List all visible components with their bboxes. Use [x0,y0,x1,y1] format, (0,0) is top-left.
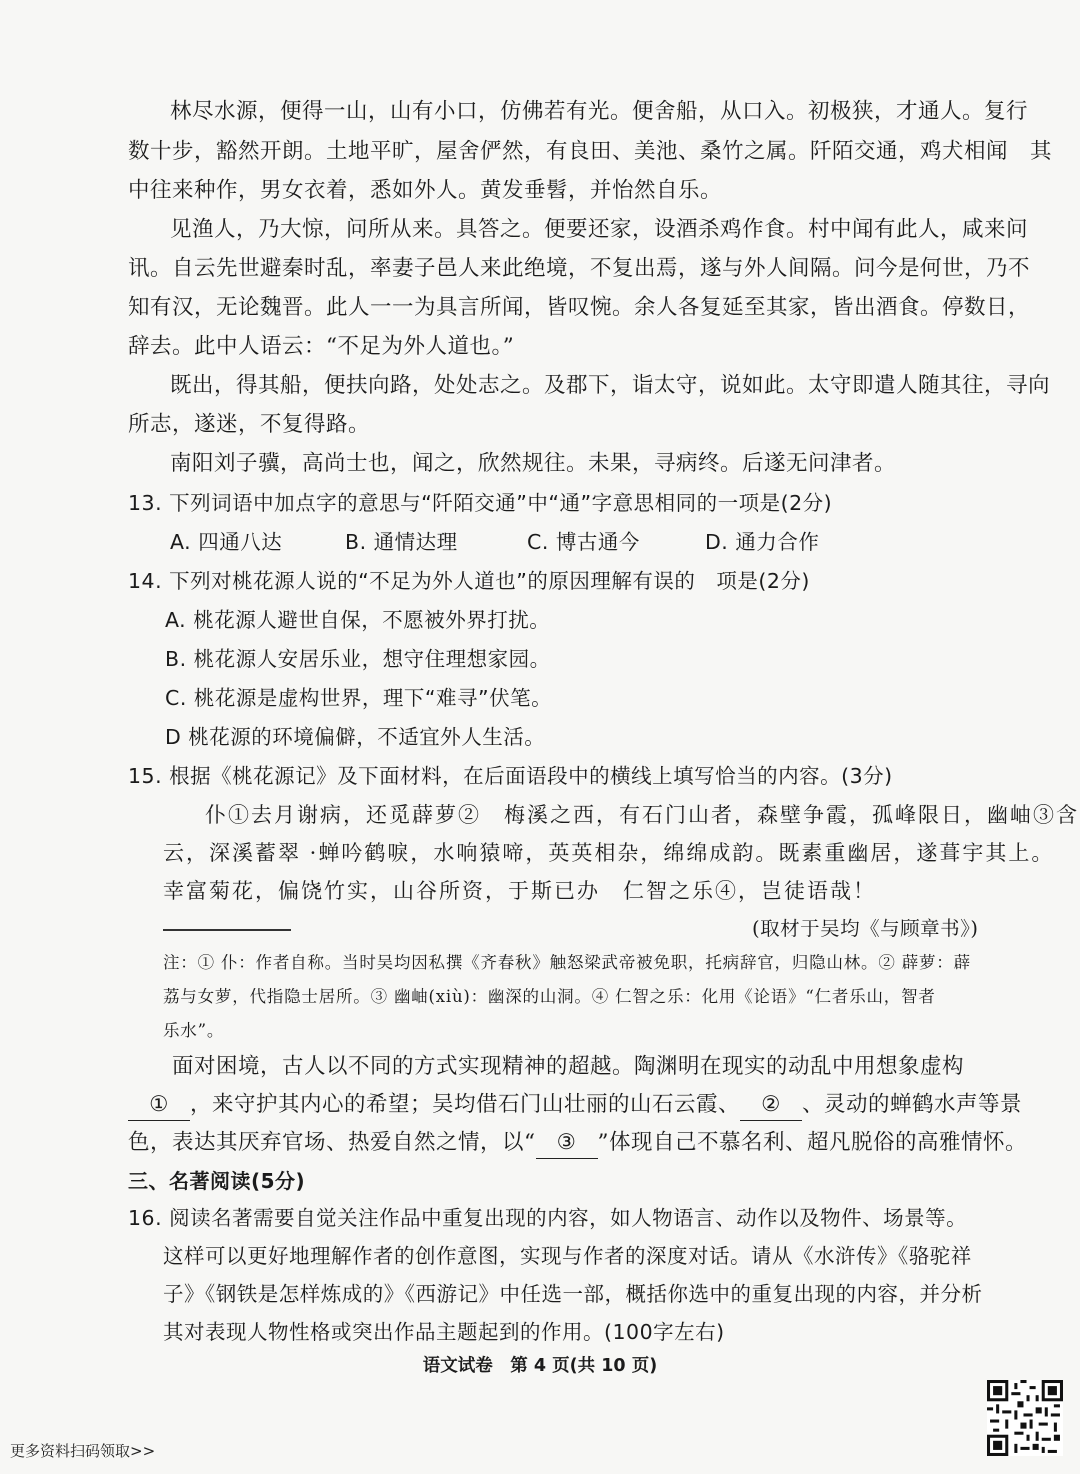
q15-note-line: 注：① 仆：作者自称。当时吴均因私撰《齐春秋》触怒梁武帝被免职，托病辞官，归隐山林。② 薜萝：薜 [163,953,971,972]
q13-option-d: D. 通力合作 [705,530,820,554]
footnote-divider [163,929,291,931]
q14-option-d: D 桃花源的环境偏僻，不适宜外人生活。 [165,725,546,749]
q15-note-line: 乐水”。 [163,1021,225,1040]
q15-material-line: 仆①去月谢病，还觅薜萝② 梅溪之西，有石门山者，森壁争霞，孤峰限日，幽岫③含 [205,803,1079,827]
passage-line: 数十步，豁然开朗。土地平旷，屋舍俨然，有良田、美池、桑竹之属。阡陌交通，鸡犬相闻 其 [128,139,1053,164]
q15-source: (取材于吴均《与顾章书》) [752,917,979,940]
answer-blank-1[interactable]: ① [128,1090,190,1121]
q16-line: 这样可以更好地理解作者的创作意图，实现与作者的深度对话。请从《水浒传》《骆驼祥 [163,1244,972,1268]
q13-stem: 13. 下列词语中加点字的意思与“阡陌交通”中“通”字意思相同的一项是(2分) [128,491,833,515]
passage-line: 知有汉，无论魏晋。此人一一为具言所闻，皆叹惋。余人各复延至其家，皆出酒食。停数日， [128,295,1031,320]
q15-paragraph-line: 面对困境，古人以不同的方式实现精神的超越。陶渊明在现实的动乱中用想象虚构 [172,1054,965,1079]
q15-paragraph-text: ，来守护其内心的希望；吴均借石门山壮丽的山石云霞、 [190,1092,741,1117]
q15-note-line: 荔与女萝，代指隐士居所。③ 幽岫(xiù)：幽深的山洞。④ 仁智之乐：化用《论语》“仁者乐山，智者 [163,987,936,1006]
passage-line: 既出，得其船，便扶向路，处处志之。及郡下，诣太守，说如此。太守即遣人随其往，寻向 [170,373,1051,398]
q15-paragraph-line [128,1128,1027,1159]
q15-paragraph-text: 色，表达其厌弃官场、热爱自然之情，以“ [128,1130,536,1155]
answer-blank-2[interactable]: ② [740,1090,802,1121]
q13-option-a: A. 四通八达 [170,530,283,554]
q14-option-a: A. 桃花源人避世自保，不愿被外界打扰。 [165,608,551,632]
more-resources-link[interactable]: 更多资料扫码领取>> [10,1442,156,1460]
q16-line: 子》《钢铁是怎样炼成的》《西游记》中任选一部，概括你选中的重复出现的内容，并分析 [163,1282,983,1306]
qr-code-icon[interactable] [987,1380,1063,1456]
q15-paragraph-text: ”体现自己不慕名利、超凡脱俗的高雅情怀。 [597,1130,1027,1155]
q14-option-c: C. 桃花源是虚构世界，理下“难寻”伏笔。 [165,686,553,710]
q15-material-line: 云，深溪蓄翠 ·蝉吟鹤唳，水响猿啼，英英相杂，绵绵成韵。既素重幽居，遂葺宇其上。 [163,841,1055,865]
q15-paragraph-line [128,1090,1022,1121]
q15-paragraph-text: 、灵动的蝉鹤水声等景 [802,1092,1023,1117]
passage-line: 南阳刘子骥，高尚士也，闻之，欣然规往。未果，寻病终。后遂无问津者。 [170,451,897,476]
passage-line: 中往来种作，男女衣着，悉如外人。黄发垂髫，并怡然自乐。 [128,178,723,203]
q13-option-c: C. 博古通今 [527,530,640,554]
passage-line: 辞去。此中人语云：“不足为外人道也。” [128,334,515,359]
answer-blank-3[interactable]: ③ [536,1128,598,1159]
passage-line: 所志，遂迷，不复得路。 [128,412,371,437]
page-footer: 语文试卷 第 4 页(共 10 页) [422,1356,658,1376]
q16-line: 其对表现人物性格或突出作品主题起到的作用。(100字左右) [163,1320,725,1344]
q14-stem: 14. 下列对桃花源人说的“不足为外人道也”的原因理解有误的 项是(2分) [128,569,810,593]
passage-line: 林尽水源，便得一山，山有小口，仿佛若有光。便舍船，从口入。初极狭，才通人。复行 [170,99,1029,124]
q13-option-b: B. 通情达理 [345,530,458,554]
passage-line: 讯。自云先世避秦时乱，率妻子邑人来此绝境，不复出焉，遂与外人间隔。问今是何世，乃不 [128,256,1031,281]
q14-option-b: B. 桃花源人安居乐业，想守住理想家园。 [165,647,551,671]
section-heading: 三、名著阅读(5分) [128,1169,306,1193]
q15-stem: 15. 根据《桃花源记》及下面材料，在后面语段中的横线上填写恰当的内容。(3分) [128,764,893,788]
passage-line: 见渔人，乃大惊，问所从来。具答之。便要还家，设酒杀鸡作食。村中闻有此人，咸来问 [170,217,1029,242]
q16-line: 16. 阅读名著需要自觉关注作品中重复出现的内容，如人物语言、动作以及物件、场景等。 [128,1206,968,1230]
q15-material-line: 幸富菊花，偏饶竹实，山谷所资，于斯已办 仁智之乐④，岂徒语哉！ [163,879,876,903]
